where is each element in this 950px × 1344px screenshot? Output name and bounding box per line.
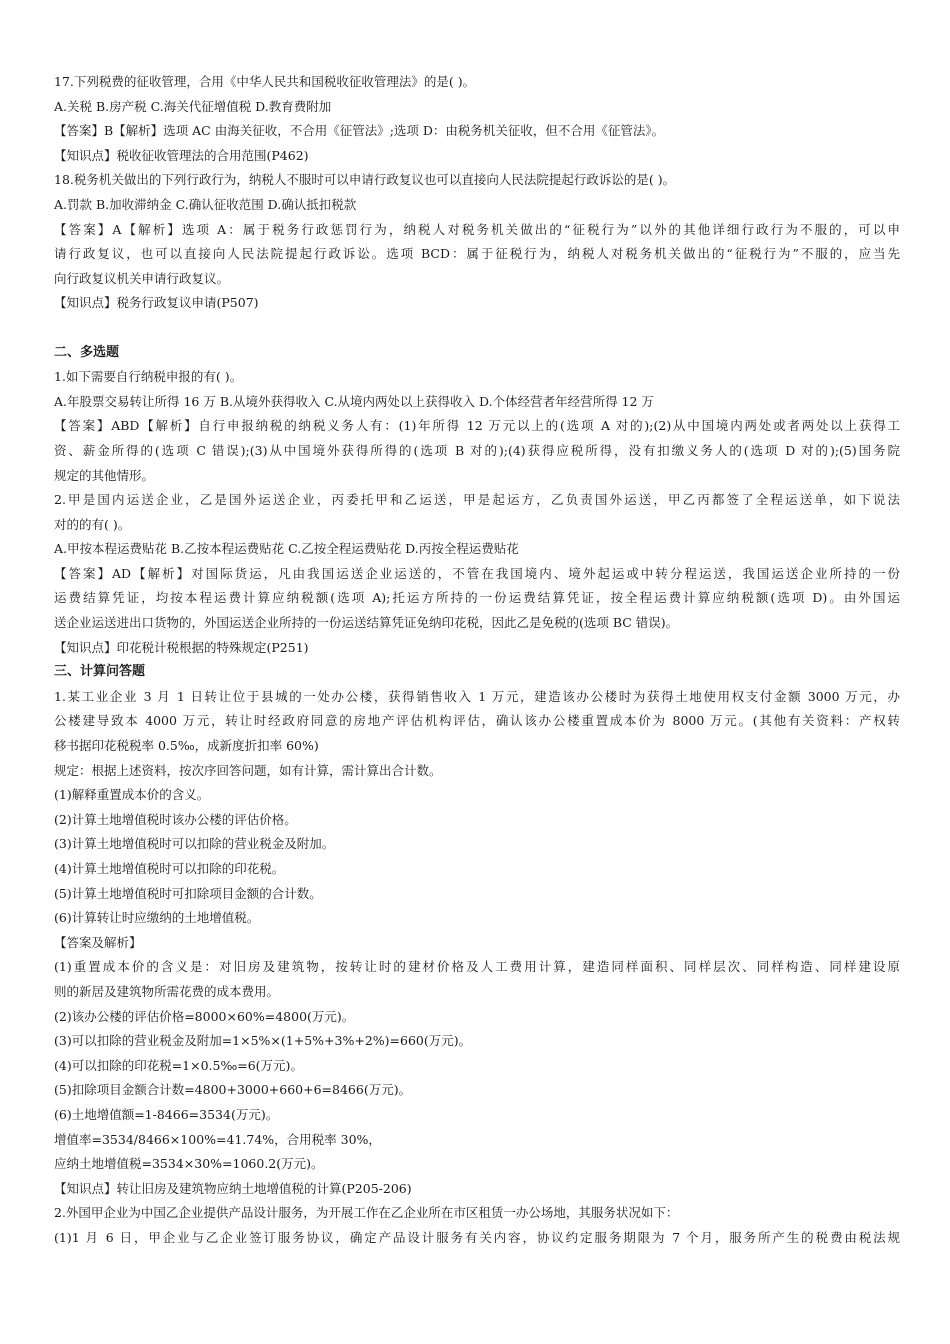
calc1-question-1: (1)解释重置成本价的含义。	[54, 787, 210, 803]
section-heading-calculation: 三、计算问答题	[54, 664, 146, 680]
q17-stem: 17.下列税费的征收管理，合用《中华人民共和国税收征收管理法》的是( )。	[54, 74, 476, 89]
mc1-answer-line-2: 资、薪金所得的(选项 C 错误);(3)从中国境外获得所得的(选项 B 对的);(4)获得应税所得，没有扣缴义务人的(选项 D 对的);(5)国务院	[54, 442, 900, 458]
q18-answer-line-1: 【答案】A【解析】选项 A：属于税务行政惩罚行为，纳税人对税务机关做出的“征税行为”以外的其他详细行政行为不服的，可以申	[54, 221, 900, 237]
section-heading-multiple-choice: 二、多选题	[54, 344, 120, 360]
calc1-question-2: (2)计算土地增值税时该办公楼的评估价格。	[54, 811, 297, 827]
calc1-answer-6: (6)土地增值额=1-8466=3534(万元)。	[54, 1106, 279, 1122]
mc2-answer-line-1: 【答案】AD【解析】对国际货运，凡由我国运送企业运送的，不管在我国境内、境外起运或中转分程运送，我国运送企业所持的一份	[54, 565, 900, 581]
q18-answer-line-2: 请行政复议，也可以直接向人民法院提起行政诉讼。选项 BCD：属于征税行为，纳税人对税务机关做出的“征税行为”不服的，应当先	[54, 246, 900, 262]
calc1-answer-3: (3)可以扣除的营业税金及附加=1×5%×(1+5%+3%+2%)=660(万元)。	[54, 1033, 472, 1049]
calc1-requirement: 规定：根据上述资料，按次序回答问题，如有计算，需计算出合计数。	[54, 762, 442, 778]
q18-stem: 18.税务机关做出的下列行政行为，纳税人不服时可以申请行政复议也可以直接向人民法院提起行政诉讼的是( )。	[54, 172, 676, 188]
calc1-answer-4: (4)可以扣除的印花税=1×0.5‰=6(万元)。	[54, 1057, 303, 1073]
mc2-stem-line-1: 2.甲是国内运送企业，乙是国外运送企业，丙委托甲和乙运送，甲是起运方，乙负责国外运送，甲乙丙都签了全程运送单，如下说法	[54, 492, 900, 508]
mc2-stem-line-2: 对的的有( )。	[54, 516, 131, 532]
calc2-stem: 2.外国甲企业为中国乙企业提供产品设计服务，为开展工作在乙企业所在市区租赁一办公场地，其服务状况如下：	[54, 1205, 679, 1221]
mc1-answer-line-1: 【答案】ABD【解析】自行申报纳税的纳税义务人有：(1)年所得 12 万元以上的(选项 A 对的);(2)从中国境内两处或者两处以上获得工	[54, 418, 900, 434]
blank-line	[54, 316, 900, 341]
calc1-question-4: (4)计算土地增值税时可以扣除的印花税。	[54, 861, 285, 876]
mc2-knowledge-point: 【知识点】印花税计税根据的特殊规定(P251)	[54, 639, 309, 655]
document-page	[54, 70, 900, 1251]
calc1-stem-line-1: 1.某工业企业 3 月 1 日转让位于县城的一处办公楼，获得销售收入 1 万元，建造该办公楼时为获得土地使用权支付金额 3000 万元，办	[54, 688, 900, 704]
mc1-options: A.年股票交易转让所得 16 万 B.从境外获得收入 C.从境内两处以上获得收入 D.个体经营者年经营所得 12 万	[54, 393, 654, 409]
calc1-answer-1-line-2: 则的新居及建筑物所需花费的成本费用。	[54, 983, 280, 999]
calc1-answer-heading: 【答案及解析】	[54, 934, 142, 950]
calc1-knowledge-point: 【知识点】转让旧房及建筑物应纳土地增值税的计算(P205-206)	[54, 1180, 412, 1196]
calc1-question-3: (3)计算土地增值税时可以扣除的营业税金及附加。	[54, 836, 335, 852]
calc1-answer-1-line-1: (1)重置成本价的含义是：对旧房及建筑物，按转让时的建材价格及人工费用计算，建造同样面积、同样层次、同样构造、同样建设原	[54, 959, 900, 975]
mc2-options: A.甲按本程运费贴花 B.乙按本程运费贴花 C.乙按全程运费贴花 D.丙按全程运费贴花	[54, 541, 519, 557]
calc1-stem-line-3: 移书据印花税税率 0.5‰，成新度折扣率 60%)	[54, 738, 319, 754]
q18-answer-line-3: 向行政复议机关申请行政复议。	[54, 270, 230, 286]
q17-options: A.关税 B.房产税 C.海关代征增值税 D.教育费附加	[54, 98, 332, 114]
calc1-answer-2: (2)该办公楼的评估价格=8000×60%=4800(万元)。	[54, 1008, 355, 1024]
q18-options: A.罚款 B.加收滞纳金 C.确认征收范围 D.确认抵扣税款	[54, 196, 357, 212]
q17-knowledge-point: 【知识点】税收征收管理法的合用范围(P462)	[54, 147, 309, 163]
calc2-item-1: (1)1 月 6 日，甲企业与乙企业签订服务协议，确定产品设计服务有关内容，协议约定服务期限为 7 个月，服务所产生的税费由税法规	[54, 1229, 900, 1245]
q18-knowledge-point: 【知识点】税务行政复议申请(P507)	[54, 295, 259, 311]
q17-answer: 【答案】B【解析】选项 AC 由海关征收，不合用《征管法》;选项 D：由税务机关征收，但不合用《征管法》。	[54, 123, 665, 139]
mc2-answer-line-2: 运费结算凭证，均按本程运费计算应纳税额(选项 A);托运方所持的一份运费结算凭证，按全程运费计算应纳税额(选项 D)。由外国运	[54, 590, 900, 606]
calc1-stem-line-2: 公楼建导致本 4000 万元，转让时经政府同意的房地产评估机构评估，确认该办公楼重置成本价为 8000 万元。(其他有关资料：产权转	[54, 713, 900, 729]
mc1-answer-line-3: 规定的其他情形。	[54, 467, 155, 483]
mc1-stem: 1.如下需要自行纳税申报的有( )。	[54, 369, 243, 385]
calc1-question-5: (5)计算土地增值税时可扣除项目金额的合计数。	[54, 885, 322, 901]
calc1-answer-5: (5)扣除项目金额合计数=4800+3000+660+6=8466(万元)。	[54, 1082, 412, 1098]
calc1-question-6: (6)计算转让时应缴纳的土地增值税。	[54, 910, 260, 926]
calc1-tax-payable: 应纳土地增值税=3534×30%=1060.2(万元)。	[54, 1156, 324, 1172]
calc1-value-added-rate: 增值率=3534/8466×100%=41.74%，合用税率 30%，	[54, 1131, 381, 1147]
mc2-answer-line-3: 送企业运送进出口货物的，外国运送企业所持的一份运送结算凭证免纳印花税，因此乙是免税的(选项 BC 错误)。	[54, 615, 679, 631]
